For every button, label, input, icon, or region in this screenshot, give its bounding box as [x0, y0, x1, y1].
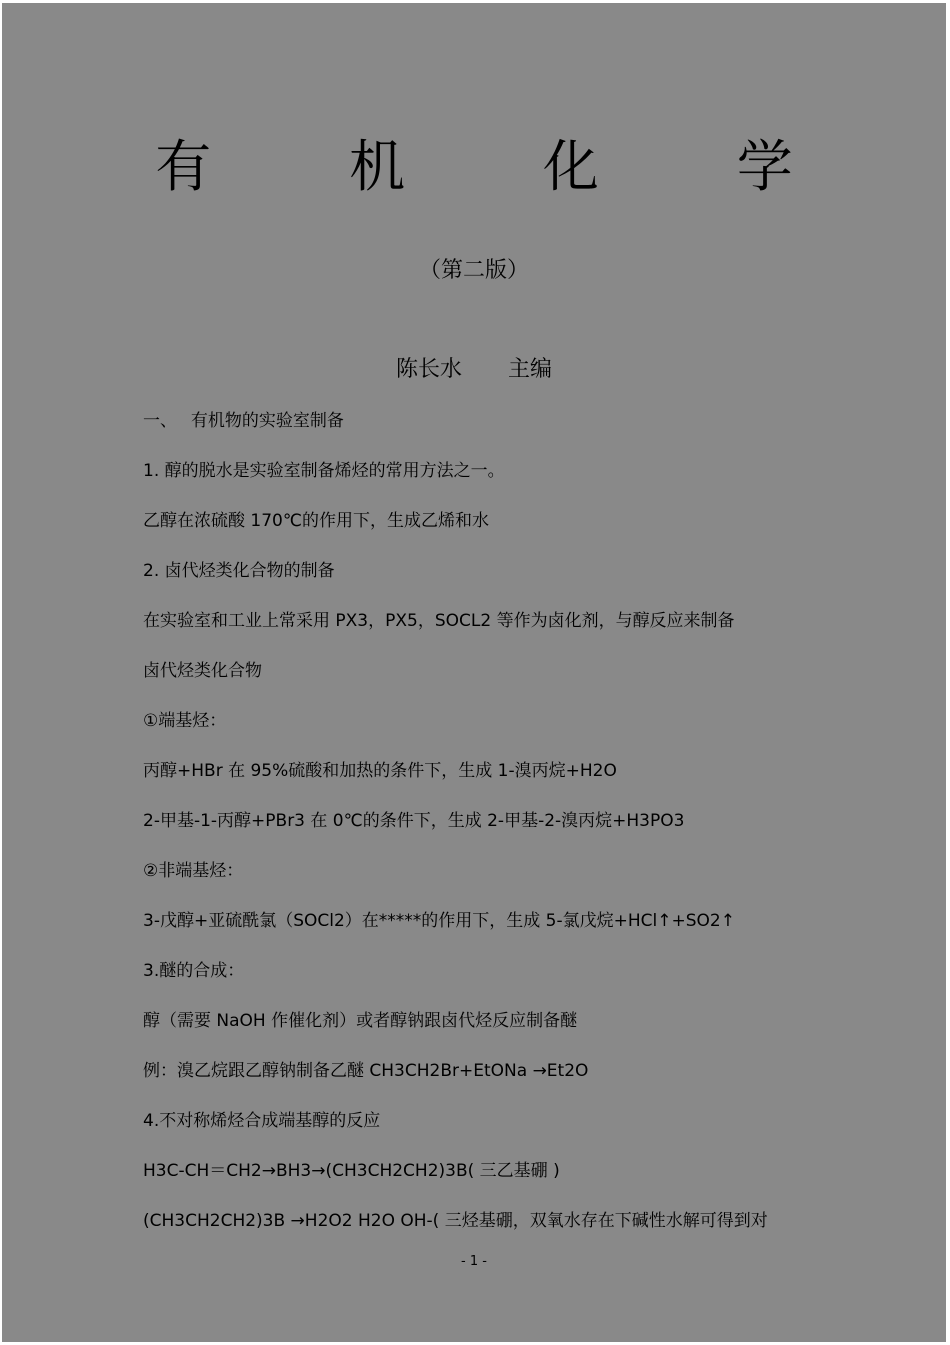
text-line: 在实验室和工业上常采用 PX3，PX5，SOCL2 等作为卤化剂，与醇反应来制备	[143, 611, 735, 631]
section-heading: 一、 有机物的实验室制备	[143, 411, 344, 431]
text-line: ②非端基烃：	[143, 861, 244, 881]
text-line: 3.醚的合成：	[143, 961, 245, 981]
text-line: 乙醇在浓硫酸 170℃的作用下，生成乙烯和水	[143, 511, 489, 531]
text-line: 醇（需要 NaOH 作催化剂）或者醇钠跟卤代烃反应制备醚	[143, 1011, 578, 1031]
document-title: 有 机 化 学	[155, 135, 853, 200]
text-line: 2. 卤代烃类化合物的制备	[143, 561, 335, 581]
editor-line	[2, 352, 946, 383]
text-line: ①端基烃：	[143, 711, 227, 731]
text-line: 1. 醇的脱水是实验室制备烯烃的常用方法之一。	[143, 461, 505, 481]
text-line: 卤代烃类化合物	[143, 661, 262, 681]
text-line: 4.不对称烯烃合成端基醇的反应	[143, 1111, 381, 1131]
text-line: 例：溴乙烷跟乙醇钠制备乙醚 CH3CH2Br+EtONa →Et2O	[143, 1061, 589, 1081]
text-line: 2-甲基-1-丙醇+PBr3 在 0℃的条件下，生成 2-甲基-2-溴丙烷+H3PO3	[143, 811, 685, 831]
text-line: H3C-CH＝CH2→BH3→(CH3CH2CH2)3B( 三乙基硼 )	[143, 1161, 560, 1181]
text-line: (CH3CH2CH2)3B →H2O2 H2O OH-( 三烃基硼，双氧水存在下碱性水解可得到对	[143, 1211, 768, 1231]
text-line: 3-戊醇+亚硫酰氯（SOCl2）在*****的作用下，生成 5-氯戊烷+HCl↑+SO2↑	[143, 911, 735, 931]
editor-name: 陈长水	[395, 357, 462, 382]
page-number: - 1 -	[461, 1254, 487, 1269]
text-line: 丙醇+HBr 在 95%硫酸和加热的条件下，生成 1-溴丙烷+H2O	[143, 761, 617, 781]
editor-role: 主编	[508, 357, 553, 382]
document-page	[2, 3, 946, 1342]
edition-label: （第二版）	[418, 258, 529, 283]
